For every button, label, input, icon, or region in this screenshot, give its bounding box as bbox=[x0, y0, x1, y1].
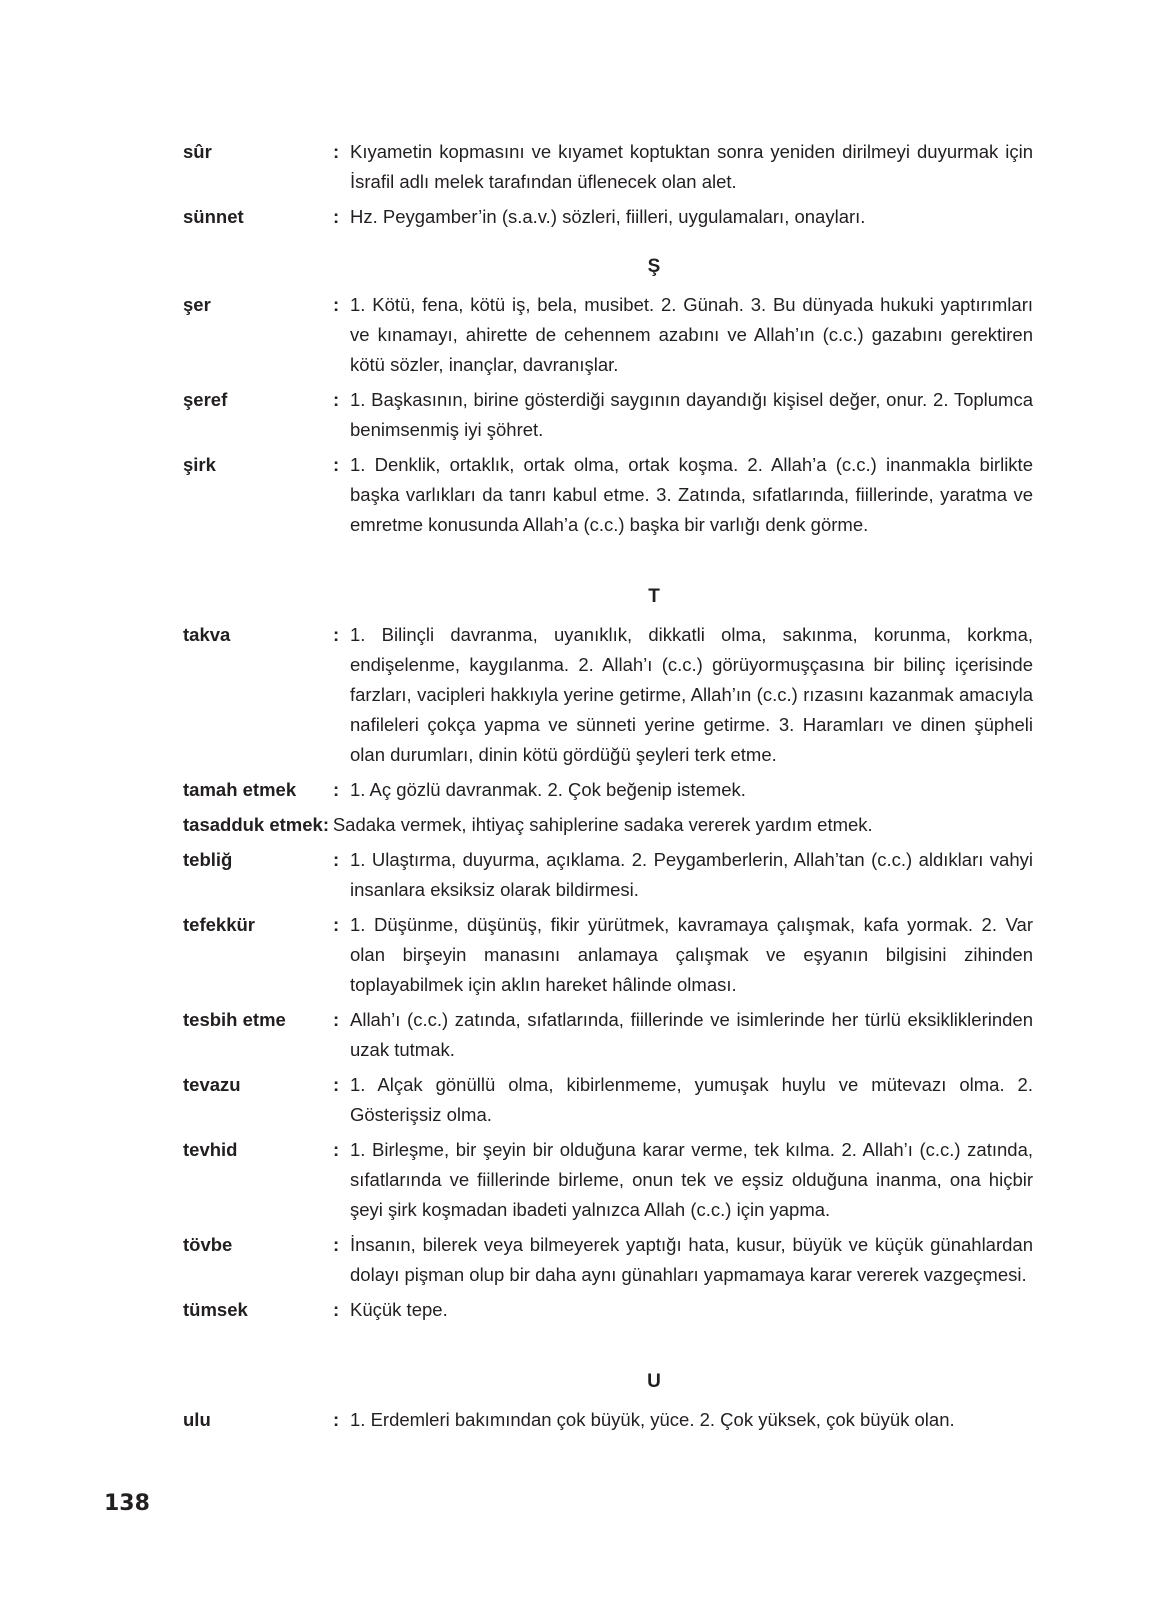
section-letter-u: U bbox=[647, 1371, 661, 1392]
term: tevazu bbox=[183, 1074, 241, 1095]
separator: : bbox=[333, 294, 340, 315]
definition: İnsanın, bilerek veya bilmeyerek yaptığı hata, kusur, büyük ve küçük günahlardan dolayı pişman olup bir daha aynı günahları yapmamaya karar vererek vazgeçmesi. bbox=[350, 1234, 1033, 1285]
term: tövbe bbox=[183, 1234, 233, 1255]
separator: : bbox=[333, 1139, 340, 1160]
term: şer bbox=[183, 294, 211, 315]
glossary-entry-sunnet bbox=[183, 202, 1033, 232]
separator: : bbox=[333, 389, 340, 410]
definition: 1. Başkasının, birine gösterdiği saygının dayandığı kişisel değer, onur. 2. Toplumca benimsenmiş iyi şöhret. bbox=[350, 389, 1033, 440]
definition: 1. Düşünme, düşünüş, fikir yürütmek, kavramaya çalışmak, kafa yormak. 2. Var olan birşeyin manasını anlamaya çalışmak ve eşyanın bilgisini zihinden toplayabilmek için aklın hareket hâlinde olması. bbox=[350, 914, 1033, 995]
term: takva bbox=[183, 624, 231, 645]
term: tefekkür bbox=[183, 914, 255, 935]
glossary-entry-ser bbox=[183, 290, 1033, 380]
glossary-entry-tesbih-etme bbox=[183, 1005, 1033, 1065]
definition: Küçük tepe. bbox=[350, 1299, 448, 1320]
term: ulu bbox=[183, 1409, 211, 1430]
term: şirk bbox=[183, 454, 216, 475]
separator: : bbox=[333, 141, 340, 162]
term: tümsek bbox=[183, 1299, 248, 1320]
definition: 1. Alçak gönüllü olma, kibirlenmeme, yumuşak huylu ve mütevazı olma. 2. Gösterişsiz olma. bbox=[350, 1074, 1033, 1125]
glossary-entry-tefekkur bbox=[183, 910, 1033, 1000]
definition: 1. Aç gözlü davranmak. 2. Çok beğenip istemek. bbox=[350, 779, 746, 800]
separator: : bbox=[333, 206, 340, 227]
glossary-entry-ulu bbox=[183, 1405, 1033, 1435]
separator: : bbox=[333, 454, 340, 475]
separator: : bbox=[333, 849, 340, 870]
glossary-entry-seref bbox=[183, 385, 1033, 445]
definition: Kıyametin kopmasını ve kıyamet koptuktan sonra yeniden dirilmeyi duyurmak için İsrafil adlı melek tarafından üflenecek olan alet. bbox=[350, 141, 1033, 192]
definition: 1. Birleşme, bir şeyin bir olduğuna karar verme, tek kılma. 2. Allah’ı (c.c.) zatında, sıfatlarında ve fiillerinde birleme, onun tek ve eşsiz olduğuna inanma, ona hiçbir şeyi şirk koşmadan ibadeti yalnızca Allah (c.c.) için yapma. bbox=[350, 1139, 1033, 1220]
separator: : bbox=[333, 1409, 340, 1430]
term: tasadduk etmek bbox=[183, 814, 323, 835]
term: tevhid bbox=[183, 1139, 238, 1160]
definition: 1. Erdemleri bakımından çok büyük, yüce. 2. Çok yüksek, çok büyük olan. bbox=[350, 1409, 955, 1430]
definition: 1. Denklik, ortaklık, ortak olma, ortak koşma. 2. Allah’a (c.c.) inanmakla birlikte başka varlıkları da tanrı kabul etme. 3. Zatında, sıfatlarında, fiillerinde, yaratma ve emretme konusunda Allah’a (c.c.) başka bir varlığı denk görme. bbox=[350, 454, 1033, 535]
glossary-entry-tevazu bbox=[183, 1070, 1033, 1130]
separator: : bbox=[333, 624, 340, 645]
section-letter-t: T bbox=[648, 586, 660, 607]
glossary-entry-tasadduk-etmek bbox=[183, 810, 1033, 840]
glossary-entry-tovbe bbox=[183, 1230, 1033, 1290]
definition: Hz. Peygamber’in (s.a.v.) sözleri, fiilleri, uygulamaları, onayları. bbox=[350, 206, 866, 227]
separator: : bbox=[333, 1074, 340, 1095]
definition: 1. Ulaştırma, duyurma, açıklama. 2. Peygamberlerin, Allah’tan (c.c.) aldıkları vahyi insanlara eksiksiz olarak bildirmesi. bbox=[350, 849, 1033, 900]
definition: 1. Kötü, fena, kötü iş, bela, musibet. 2. Günah. 3. Bu dünyada hukuki yaptırımları ve kınamayı, ahirette de cehennem azabını ve Allah’ın (c.c.) gazabını gerektiren kötü sözler, inançlar, davranışlar. bbox=[350, 294, 1033, 375]
glossary-list bbox=[183, 137, 1033, 1440]
definition: 1. Bilinçli davranma, uyanıklık, dikkatli olma, sakınma, korunma, korkma, endişelenme, kaygılanma. 2. Allah’ı (c.c.) görüyormuşçasına bir bilinç içerisinde farzları, vacipleri hakkıyla yerine getirme, Allah’ın (c.c.) rızasını kazanmak amacıyla nafileleri çokça yapma ve sünneti yerine getirme. 3. Haramları ve dinen şüpheli olan durumları, dinin kötü gördüğü şeyleri terk etme. bbox=[350, 624, 1033, 765]
separator: : bbox=[333, 914, 340, 935]
glossary-entry-tevhid bbox=[183, 1135, 1033, 1225]
separator: : bbox=[333, 779, 340, 800]
separator: : bbox=[333, 1299, 340, 1320]
glossary-entry-tumsek bbox=[183, 1295, 1033, 1325]
section-letter-s-cedilla: Ş bbox=[647, 256, 661, 277]
glossary-entry-teblig bbox=[183, 845, 1033, 905]
definition: Sadaka vermek, ihtiyaç sahiplerine sadaka vererek yardım etmek. bbox=[332, 814, 873, 835]
page-number: 138 bbox=[104, 1491, 150, 1516]
term: tamah etmek bbox=[183, 779, 297, 800]
term: şeref bbox=[183, 389, 228, 410]
separator: : bbox=[333, 1234, 340, 1255]
glossary-entry-tamah-etmek bbox=[183, 775, 1033, 805]
glossary-entry-sur bbox=[183, 137, 1033, 197]
term: tebliğ bbox=[183, 849, 233, 870]
glossary-entry-takva bbox=[183, 620, 1033, 770]
term: sünnet bbox=[183, 206, 244, 227]
glossary-entry-sirk bbox=[183, 450, 1033, 540]
term: tesbih etme bbox=[183, 1009, 286, 1030]
separator: : bbox=[322, 814, 330, 835]
definition: Allah’ı (c.c.) zatında, sıfatlarında, fiillerinde ve isimlerinde her türlü eksikliklerinden uzak tutmak. bbox=[350, 1009, 1033, 1060]
separator: : bbox=[333, 1009, 340, 1030]
term: sûr bbox=[183, 141, 212, 162]
